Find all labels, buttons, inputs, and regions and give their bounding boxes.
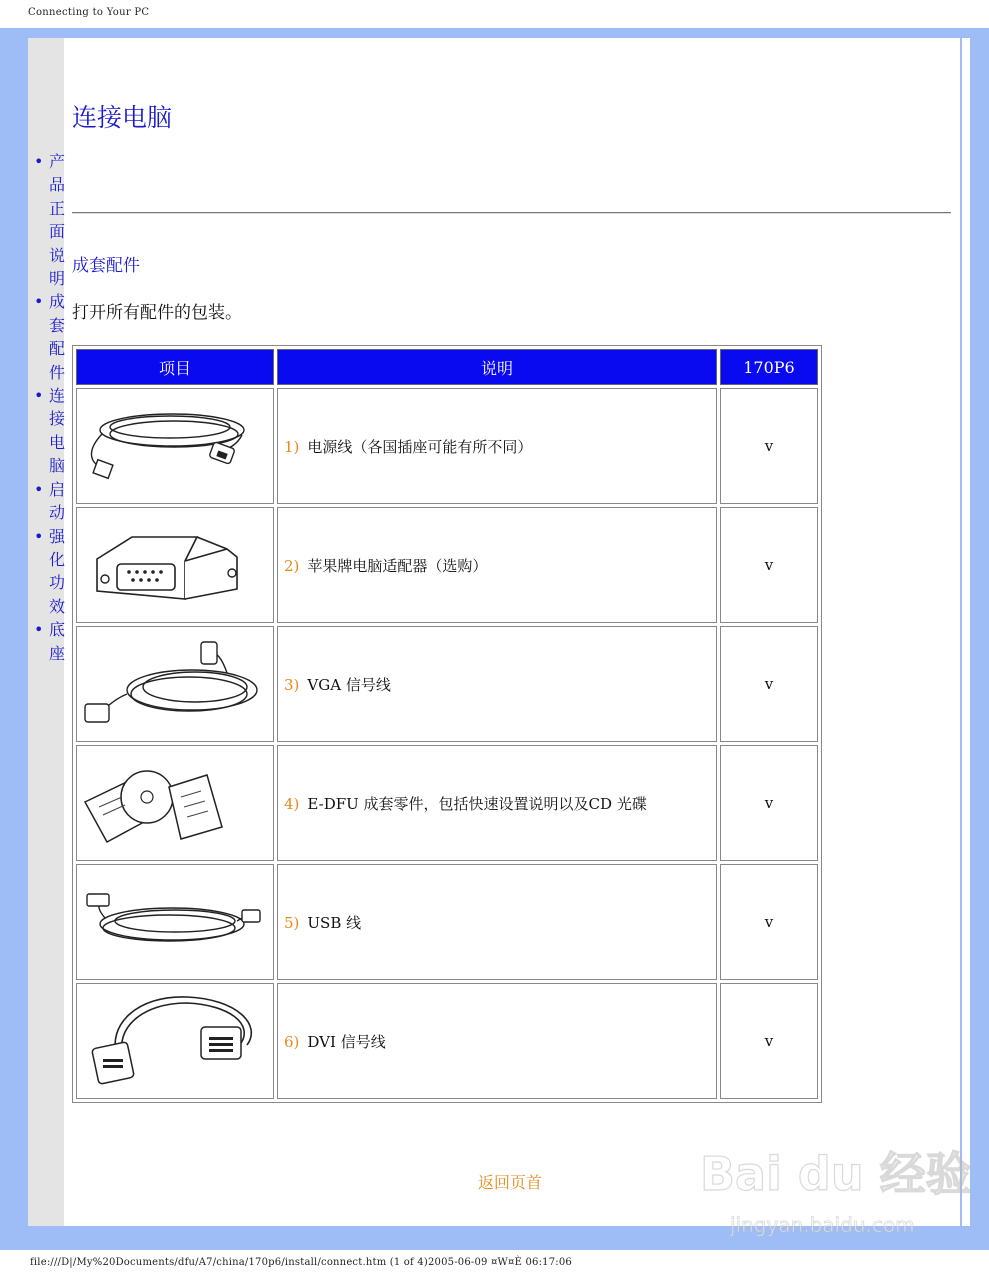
watermark-brand: Bai du 经验: [700, 1147, 972, 1201]
sidebar-item-optimize[interactable]: • 强化功效: [34, 526, 66, 616]
back-to-top-link[interactable]: 返回页首: [478, 1173, 543, 1192]
availability-mark: v: [720, 983, 818, 1099]
mac-adapter-icon: [77, 509, 271, 621]
bullet-icon: •: [34, 479, 44, 499]
power-cord-icon: [77, 390, 271, 502]
bullet-icon: •: [34, 620, 44, 640]
item-description: 4) E-DFU 成套零件，包括快速设置说明以及CD 光碟: [277, 745, 717, 861]
availability-mark: v: [720, 626, 818, 742]
dvi-cable-icon: [77, 985, 271, 1097]
item-description: 3) VGA 信号线: [277, 626, 717, 742]
table-row: [76, 745, 818, 861]
availability-mark: v: [720, 864, 818, 980]
sidebar-nav: [32, 150, 68, 665]
table-row: [76, 388, 818, 504]
sidebar-item-base[interactable]: • 底座: [34, 620, 66, 663]
bullet-icon: •: [34, 152, 44, 171]
intro-text: 打开所有配件的包装。: [72, 303, 242, 323]
table-header-row: [76, 349, 818, 385]
usb-cable-icon: [77, 866, 271, 978]
item-description: 2) 苹果牌电脑适配器（选购）: [277, 507, 717, 623]
accessories-table: [72, 345, 822, 1103]
sidebar-item-startup[interactable]: • 启动: [34, 479, 66, 523]
table-row: [76, 983, 818, 1099]
table-row: [76, 507, 818, 623]
vga-cable-icon: [77, 628, 271, 740]
availability-mark: v: [720, 745, 818, 861]
availability-mark: v: [720, 507, 818, 623]
column-header-item: 项目: [76, 349, 274, 385]
page-title: 连接电脑: [72, 103, 173, 132]
header-title: Connecting to Your PC: [28, 7, 150, 18]
table-row: [76, 864, 818, 980]
sidebar-item-accessories[interactable]: • 成套配件: [34, 292, 66, 382]
item-image-cell: [76, 745, 274, 861]
item-image-cell: [76, 626, 274, 742]
section-title: 成套配件: [72, 256, 140, 276]
bullet-icon: •: [34, 526, 44, 546]
baidu-watermark-logo: [700, 1128, 972, 1248]
item-image-cell: [76, 864, 274, 980]
item-image-cell: [76, 983, 274, 1099]
browser-footer-path: file:///D|/My%20Documents/dfu/A7/china/170p6/install/connect.htm (1 of 4)2005-06-09 ¤W¤È 06:17:06: [30, 1257, 572, 1268]
watermark-url: jingyan.baidu.com: [730, 1213, 915, 1237]
column-header-model: 170P6: [720, 349, 818, 385]
item-image-cell: [76, 507, 274, 623]
sidebar-item-front-view[interactable]: • 产品正面说明: [34, 152, 66, 289]
right-border: [962, 38, 970, 1226]
cd-quick-guide-icon: [77, 747, 271, 859]
item-description: 1) 电源线（各国插座可能有所不同）: [277, 388, 717, 504]
table-row: [76, 626, 818, 742]
bullet-icon: •: [34, 386, 44, 406]
item-image-cell: [76, 388, 274, 504]
bullet-icon: •: [34, 292, 44, 312]
divider: [72, 212, 951, 214]
availability-mark: v: [720, 388, 818, 504]
item-description: 5) USB 线: [277, 864, 717, 980]
column-header-description: 说明: [277, 349, 717, 385]
browser-header: [0, 0, 989, 28]
item-description: 6) DVI 信号线: [277, 983, 717, 1099]
sidebar-item-connect-pc[interactable]: • 连接电脑: [34, 386, 66, 476]
